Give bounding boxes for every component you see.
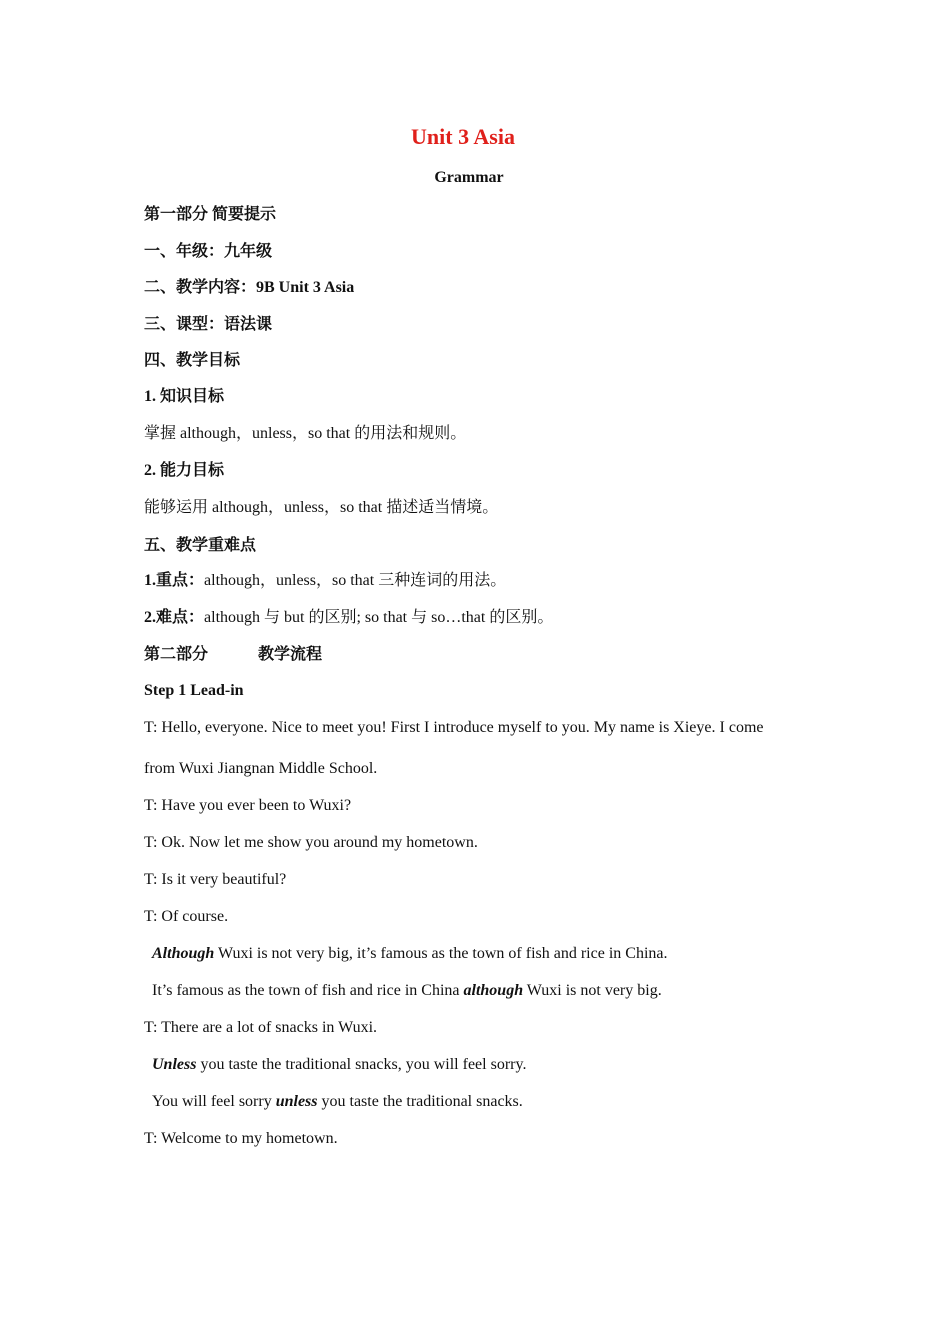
ability-goal-text: 能够运用 although，unless，so that 描述适当情境。 (144, 499, 499, 516)
key-point-label: 1.重点： (144, 572, 205, 589)
difficult-point-label: 2.难点： (144, 609, 205, 626)
key-point-text: although，unless，so that 三种连词的用法。 (204, 572, 507, 589)
example-line-8-rest: Wuxi is not very big. (523, 982, 662, 999)
dialogue-line-3: T: Have you ever been to Wuxi? (144, 797, 352, 814)
emphasis-although-1: Although (152, 945, 215, 962)
difficult-point-text: although 与 but 的区别; so that 与 so…that 的区别。 (204, 609, 554, 626)
emphasis-although-2: although (463, 982, 524, 999)
example-line-11-pre: You will feel sorry (152, 1093, 276, 1110)
example-line-8-pre: It’s famous as the town of fish and rice in China (152, 982, 464, 999)
dialogue-line-4: T: Ok. Now let me show you around my hometown. (144, 834, 478, 851)
difficult-point-line (144, 608, 553, 628)
example-line-7 (152, 944, 667, 964)
step1-heading: Step 1 Lead-in (144, 682, 244, 699)
dialogue-line-2: from Wuxi Jiangnan Middle School. (144, 760, 378, 777)
dialogue-line-1: T: Hello, everyone. Nice to meet you! First I introduce myself to you. My name is Xieye. I come (144, 719, 764, 736)
goals-heading: 四、教学目标 (144, 352, 241, 369)
example-line-11 (152, 1092, 523, 1112)
dialogue-line-6: T: Of course. (144, 908, 229, 925)
lesson-type-line: 三、课型：语法课 (144, 316, 273, 333)
part2-heading-right: 教学流程 (258, 646, 323, 663)
part1-heading: 第一部分 简要提示 (144, 206, 277, 223)
ability-goal-label: 2. 能力目标 (144, 462, 225, 479)
document-subtitle: Grammar (434, 169, 504, 186)
example-line-7-rest: Wuxi is not very big, it’s famous as the town of fish and rice in China. (214, 945, 668, 962)
dialogue-line-9: T: There are a lot of snacks in Wuxi. (144, 1019, 378, 1036)
knowledge-goal-label: 1. 知识目标 (144, 388, 225, 405)
part2-heading (144, 645, 322, 665)
emphasis-unless-1: Unless (152, 1056, 197, 1073)
key-point-line (144, 571, 506, 591)
part2-heading-left: 第二部分 (144, 646, 209, 663)
dialogue-line-5: T: Is it very beautiful? (144, 871, 287, 888)
example-line-10 (152, 1055, 526, 1075)
content-line: 二、教学内容：9B Unit 3 Asia (144, 279, 355, 296)
emphasis-unless-2: unless (275, 1093, 318, 1110)
example-line-8 (152, 981, 662, 1001)
keypoints-heading: 五、教学重难点 (144, 537, 257, 554)
grade-line: 一、年级：九年级 (144, 243, 273, 260)
document-title: Unit 3 Asia (411, 124, 515, 149)
example-line-10-rest: you taste the traditional snacks, you will feel sorry. (196, 1056, 527, 1073)
knowledge-goal-text: 掌握 although，unless，so that 的用法和规则。 (144, 425, 467, 442)
dialogue-line-12: T: Welcome to my hometown. (144, 1130, 338, 1147)
example-line-11-rest: you taste the traditional snacks. (317, 1093, 523, 1110)
